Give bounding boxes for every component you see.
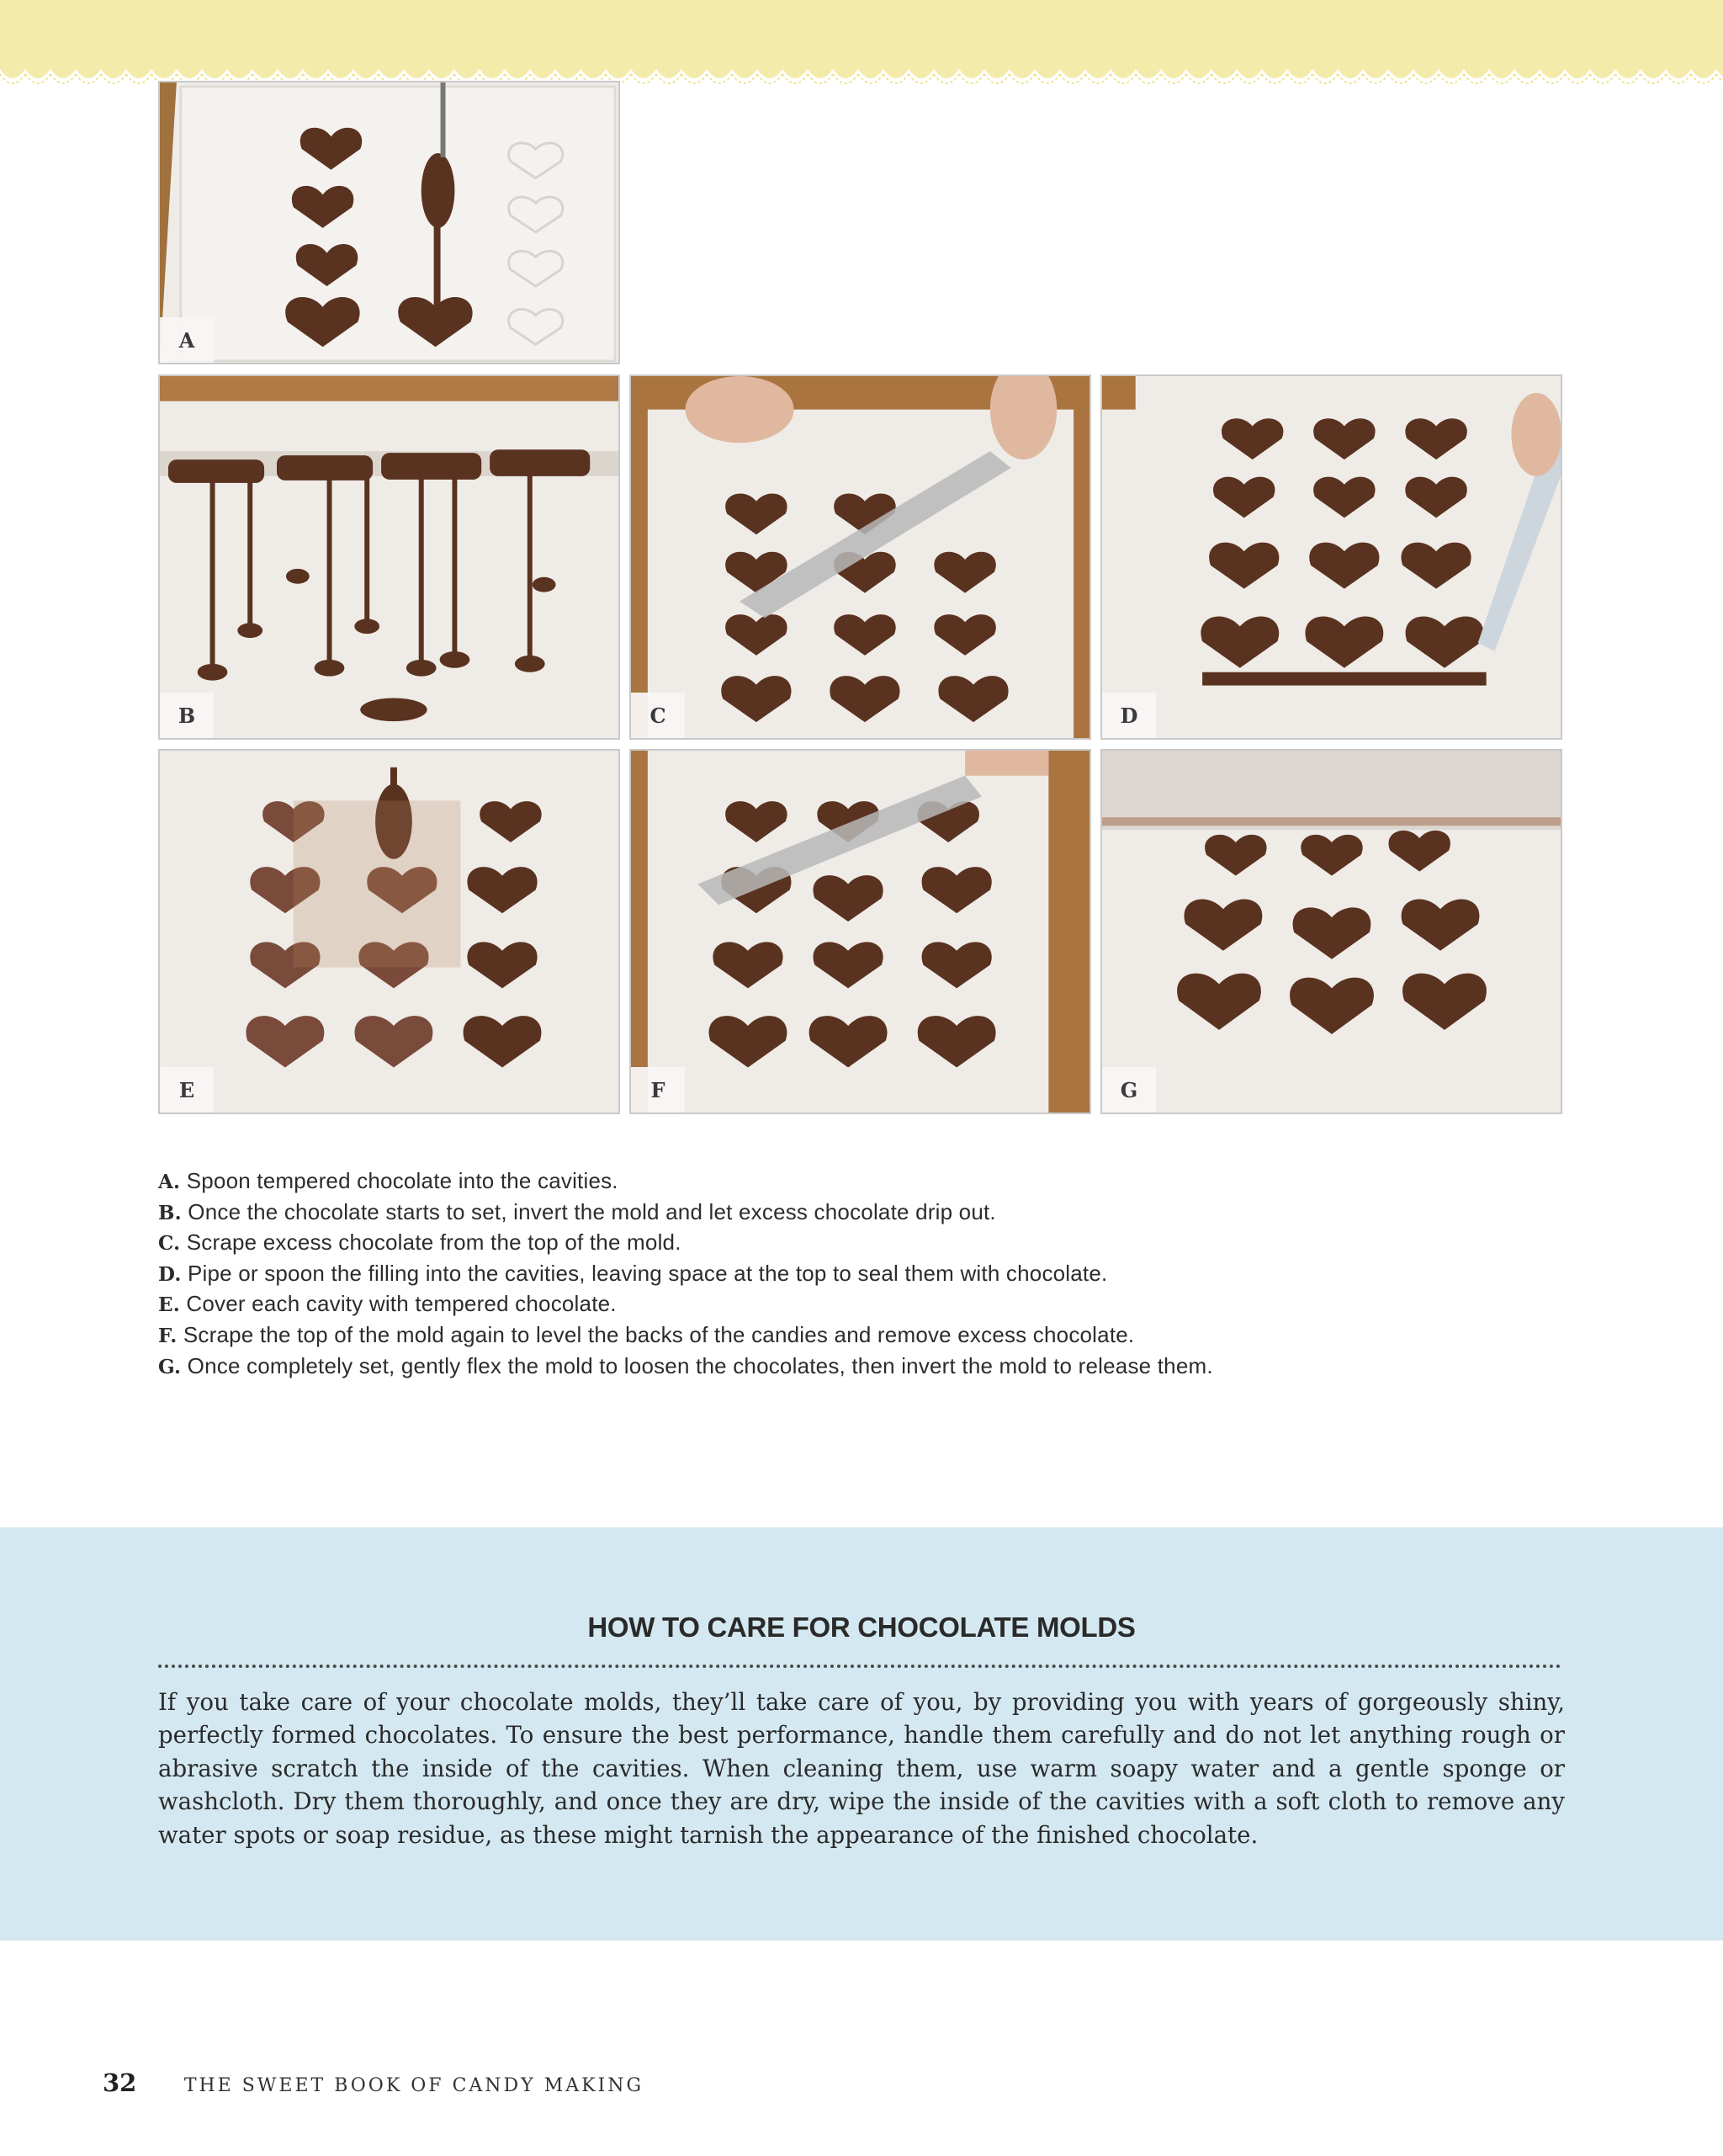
caption-letter: F. (158, 1324, 178, 1347)
photo-e (158, 749, 620, 1114)
caption-letter: E. (158, 1293, 180, 1317)
dotted-divider (158, 1665, 1561, 1668)
photo-c-image (631, 376, 1089, 738)
photo-d-image (1102, 376, 1561, 738)
page-footer (103, 2068, 644, 2097)
photo-g (1100, 749, 1562, 1114)
care-sidebar-box (0, 1527, 1723, 1941)
photo-d (1100, 374, 1562, 740)
photo-label: B (160, 693, 214, 738)
photo-label: E (160, 1067, 214, 1113)
caption-text: Scrape the top of the mold again to level the backs of the candies and remove excess chocolate. (183, 1321, 1135, 1347)
photo-label: C (631, 693, 685, 738)
photo-label: G (1102, 1067, 1156, 1113)
photo-e-image (160, 751, 618, 1113)
caption-letter: C. (158, 1232, 181, 1256)
photo-a-image (160, 82, 618, 363)
photo-b-image (160, 376, 618, 738)
caption-a (158, 1166, 1588, 1197)
photo-label: A (160, 317, 214, 363)
caption-e (158, 1289, 1588, 1320)
caption-b (158, 1197, 1588, 1229)
book-title: THE SWEET BOOK OF CANDY MAKING (183, 2075, 644, 2096)
caption-letter: B. (158, 1201, 182, 1224)
caption-c (158, 1228, 1588, 1259)
care-title: HOW TO CARE FOR CHOCOLATE MOLDS (587, 1612, 1136, 1643)
caption-text: Scrape excess chocolate from the top of the mold. (186, 1229, 681, 1256)
top-scalloped-band (0, 0, 1723, 93)
photo-c (629, 374, 1091, 740)
photo-label: F (631, 1067, 685, 1113)
photo-a (158, 81, 620, 364)
photo-label: D (1102, 693, 1156, 738)
caption-g (158, 1351, 1588, 1383)
photo-b (158, 374, 620, 740)
caption-text: Once completely set, gently flex the mold to loosen the chocolates, then invert the mold to release them. (187, 1352, 1213, 1378)
caption-letter: G. (158, 1355, 182, 1378)
photo-g-image (1102, 751, 1561, 1113)
caption-text: Pipe or spoon the filling into the cavities, leaving space at the top to seal them with chocolate. (187, 1260, 1108, 1286)
caption-letter: A. (158, 1171, 181, 1193)
caption-text: Spoon tempered chocolate into the cavities. (186, 1168, 618, 1193)
caption-letter: D. (158, 1262, 182, 1286)
caption-text: Cover each cavity with tempered chocolate. (186, 1291, 617, 1317)
care-body-text: If you take care of your chocolate molds, they’ll take care of you, by providing you with years of gorgeously shiny, perfectly formed chocolates. To ensure the best performance, handle them carefully and do not let anything rough or abrasive scratch the inside of the cavities. When cleaning them, use warm soapy water and a gentle sponge or washcloth. Dry them thoroughly, and once they are dry, wipe the inside of the cavities with a soft cloth to remove any water spots or soap residue, as these might tarnish the appearance of the finished chocolate. (158, 1688, 1565, 1849)
photo-f (629, 749, 1091, 1114)
caption-d (158, 1259, 1588, 1290)
caption-f (158, 1320, 1588, 1351)
caption-text: Once the chocolate starts to set, invert the mold and let excess chocolate drip out. (188, 1198, 996, 1224)
page-number: 32 (103, 2068, 137, 2097)
step-captions (158, 1166, 1588, 1382)
photo-f-image (631, 751, 1089, 1113)
